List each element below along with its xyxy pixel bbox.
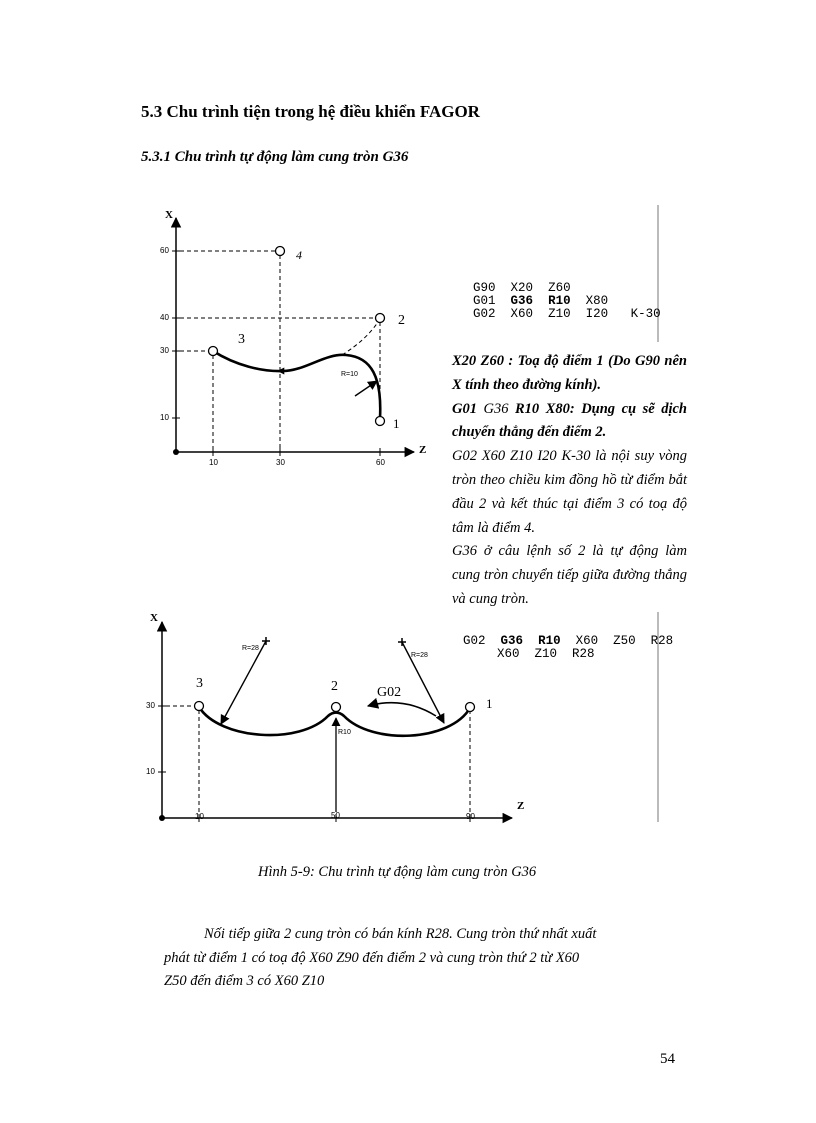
fig1-xtick: 30	[276, 458, 285, 467]
fig2-point-label: 1	[486, 696, 493, 711]
fig1-point-1	[376, 417, 385, 426]
fig2-g02-arrow	[368, 703, 436, 716]
fig1-axis-x-label: X	[165, 209, 173, 221]
fig2-code-line: G02 G36 R10 X60 Z50 R28	[463, 634, 674, 648]
body-paragraph	[164, 923, 658, 994]
fig2-origin	[159, 815, 165, 821]
fig1-ytick: 40	[160, 313, 169, 322]
fig1-point-2	[376, 314, 385, 323]
fig1-ytick: 10	[160, 413, 169, 422]
paragraph-line: Nối tiếp giữa 2 cung tròn có bán kính R28. Cung tròn thứ nhất xuất	[204, 926, 597, 942]
subsection-heading: 5.3.1 Chu trình tự động làm cung tròn G36	[141, 149, 409, 165]
description-p3: G02 X60 Z10 I20 K-30 là nội suy vòng tròn theo chiều kim đồng hồ từ điểm bắt đầu 2 và kết thúc tại điểm 3 có toạ độ tâm là điểm 4.	[452, 448, 687, 536]
fig2-xtick: 90	[466, 812, 475, 821]
fig1-code-line: G01 G36 R10 X80	[473, 294, 609, 308]
fig2-axis-z-label: Z	[517, 800, 525, 812]
fig2-code-line: X60 Z10 R28	[497, 647, 595, 661]
figure1	[172, 218, 414, 456]
fig2-point-3	[195, 702, 204, 711]
fig2-xtick: 10	[195, 812, 204, 821]
figure-caption: Hình 5-9: Chu trình tự động làm cung tròn G36	[258, 864, 537, 880]
description-p2: G01 G36 R10 X80: Dụng cụ sẽ dịch chuyển thẳng đến điểm 2.	[452, 400, 687, 441]
page-number: 54	[660, 1051, 675, 1067]
fig2-point-1	[466, 703, 475, 712]
section-heading: 5.3 Chu trình tiện trong hệ điều khiển FAGOR	[141, 102, 480, 121]
fig1-point-label: 3	[238, 332, 245, 347]
fig2-radius-label: R=28	[411, 652, 428, 659]
paragraph-line: phát từ điểm 1 có toạ độ X60 Z90 đến điểm 2 và cung tròn thứ 2 từ X60	[164, 949, 580, 966]
fig1-point-label: 2	[398, 313, 405, 328]
fig1-axis-z-label: Z	[419, 444, 427, 456]
fig1-ytick: 60	[160, 246, 169, 255]
figure2	[158, 622, 512, 822]
fig1-code-line: G02 X60 Z10 I20 K-30	[473, 307, 661, 321]
fig1-point-label: 1	[393, 416, 400, 431]
fig2-radius-label: R=28	[242, 645, 259, 652]
description-p1: X20 Z60 : Toạ độ điểm 1 (Do G90 nên X tính theo đường kính).	[452, 353, 687, 393]
fig2-g02-label: G02	[377, 685, 402, 700]
fig1-origin	[173, 449, 179, 455]
fig1-point-4	[276, 247, 285, 256]
fig1-radius-label: R=10	[341, 371, 358, 378]
fig2-xtick: 50	[331, 811, 340, 820]
paragraph-line: Z50 đến điểm 3 có X60 Z10	[164, 973, 325, 989]
fig2-axis-x-label: X	[150, 612, 158, 624]
fig1-code-line: G90 X20 Z60	[473, 281, 571, 295]
fig1-contour	[213, 351, 380, 418]
fig2-point-label: 2	[331, 679, 338, 694]
figure-description	[452, 350, 687, 612]
fig1-radius-arrow	[355, 381, 377, 396]
fig2-point-2	[332, 703, 341, 712]
description-p4: G36 ở câu lệnh số 2 là tự động làm cung tròn chuyển tiếp giữa đường thẳng và cung tròn.	[452, 543, 687, 607]
fig1-xtick: 60	[376, 458, 385, 467]
fig2-ytick: 10	[146, 767, 155, 776]
fig2-radius-label: R10	[338, 729, 351, 736]
fig1-xtick: 10	[209, 458, 218, 467]
fig1-point-label: 4	[296, 248, 302, 262]
fig1-point-3	[209, 347, 218, 356]
fig2-ytick: 30	[146, 701, 155, 710]
fig2-point-label: 3	[196, 676, 203, 691]
fig2-radius-arrow-left	[221, 641, 266, 724]
fig1-ytick: 30	[160, 346, 169, 355]
